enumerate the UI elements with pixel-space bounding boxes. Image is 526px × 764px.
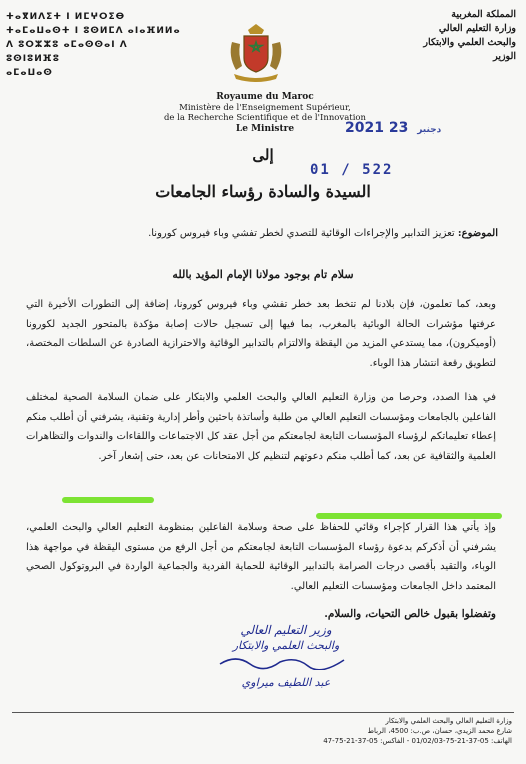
body-paragraph: في هذا الصدد، وحرصا من وزارة التعليم العالي والبحث العلمي والابتكار على ضمان السلامة الصحية لمختلف الفاعلين بالجامعات ومؤسسات التعليم العالي من طلبة وأساتذة باحثين وأطر إدارية وتقنية، يشرفني أن أطلب منكم إعطاء تعليماتكم لرؤساء المؤسسات التابعة لجامعتكم من أجل عقد كل الاجتماعات واللقاءات والندوات والتظاهرات العلمية والثقافية عن بعد، كما أطلب منكم دعوتهم لتنظيم كل الامتحانات عن بعد، حتى إشعار آخر. xyxy=(26,392,496,462)
footer-line: وزارة التعليم العالي والبحث العلمي والابتكار xyxy=(385,717,512,725)
date-month: دجنبر xyxy=(417,125,442,135)
coat-of-arms-emblem xyxy=(226,22,286,84)
footer-divider xyxy=(12,712,514,713)
date-day: 23 xyxy=(388,120,409,136)
letterhead-line: والبحث العلمي والابتكار xyxy=(423,37,516,48)
addressee: السيدة والسادة رؤساء الجامعات xyxy=(155,182,371,201)
letterhead-line: Le Ministre xyxy=(235,123,295,134)
letterhead-line: ⵜⴰⵎⴰⵡⴰⵙⵜ ⵏ ⵓⵙⵍⵎⴷ ⴰⵏⴰⴼⵍⵍⴰ xyxy=(6,26,181,36)
highlight-mark xyxy=(62,497,154,503)
letterhead-line: ⴷ ⵓⵔⵣⵣⵓ ⴰⵎⴰⵙⵙⴰⵏ ⴷ ⵓⵙⵏⵓⵍⴼⵓ xyxy=(6,40,128,64)
to-label: إلى xyxy=(252,146,274,164)
letterhead-line: Royaume du Maroc xyxy=(216,92,314,102)
signature-stamp xyxy=(206,622,366,688)
body-paragraph: وإذ يأتي هذا القرار كإجراء وقائي للحفاظ على صحة وسلامة الفاعلين بمنظومة التعليم العالي والبحث العلمي، يشرفني أن أذكركم بدعوة رؤساء المؤسسات التابعة لجامعتكم من أجل الرفع من مستوى اليقظة في مواجهة هذا الوباء، والتقيد بأقصى درجات الصرامة بالتدابير الوقائية للحماية الفردية والجماعية الواردة في البروتوكول الصحي المعتمد داخل الجامعات ومؤسسات التعليم العالي. xyxy=(26,522,496,592)
footer-line: شارع محمد الزيدي، حسان، ص.ب: 4500، الرباط xyxy=(367,727,512,735)
footer xyxy=(12,716,512,746)
footer-line: الهاتف: 05-37-21-75-01/02/03 - الفاكس: 05-37-21-75-47 xyxy=(323,737,512,745)
signature-line: والبحث العلمي والابتكار xyxy=(232,639,340,652)
greeting: سلام تام بوجود مولانا الإمام المؤيد بالله xyxy=(172,268,354,281)
arabic-letterhead xyxy=(366,8,516,64)
date-stamp xyxy=(345,120,445,136)
closing-line: وتفضلوا بقبول خالص التحيات، والسلام. xyxy=(324,608,496,620)
letterhead-line: de la Recherche Scientifique et de l'Innovation xyxy=(163,113,367,123)
letterhead-line: ⵜⴰⴳⵍⴷⵉⵜ ⵏ ⵍⵎⵖⵔⵉⴱ xyxy=(6,12,126,22)
letterhead-line: الوزير xyxy=(493,51,516,62)
reference-number: 01 / 522 xyxy=(310,162,394,178)
letterhead-line: Ministère de l'Enseignement Supérieur, xyxy=(179,102,351,113)
letterhead-line: وزارة التعليم العالي xyxy=(438,23,516,34)
signature-name: عبد اللطيف ميراوي xyxy=(241,676,331,689)
subject-label: الموضوع: xyxy=(457,228,498,239)
letterhead-line: ⴰⵎⴰⵡⴰⵙ xyxy=(6,68,53,78)
handwritten-signature xyxy=(216,654,356,670)
body-paragraph: وبعد، كما تعلمون، فإن بلادنا لم تتخط بعد خطر تفشي وباء فيروس كورونا، إضافة إلى التطورات الأخيرة التي عرفتها مؤشرات الحالة الوبائية بالمغرب، بما فيها إلى تسجيل حالات إصابة مؤكدة بالمتحور الجديد لكورونا (أوميكرون)، مما يستدعي المزيد من اليقظة والالتزام بالتدابير الوقائية والاحترازية الصادرة عن السلطات المختصة، لتطويق رقعة انتشار هذا الوباء. xyxy=(26,299,496,369)
signature-line: وزير التعليم العالي xyxy=(240,623,332,637)
subject-line xyxy=(28,228,498,239)
letterhead-line: المملكة المغربية xyxy=(451,9,516,20)
date-year: 2021 xyxy=(345,120,384,136)
tifinagh-letterhead xyxy=(6,10,181,80)
subject-text: تعزيز التدابير والإجراءات الوقائية للتصدي لخطر تفشي وباء فيروس كورونا. xyxy=(148,228,458,239)
